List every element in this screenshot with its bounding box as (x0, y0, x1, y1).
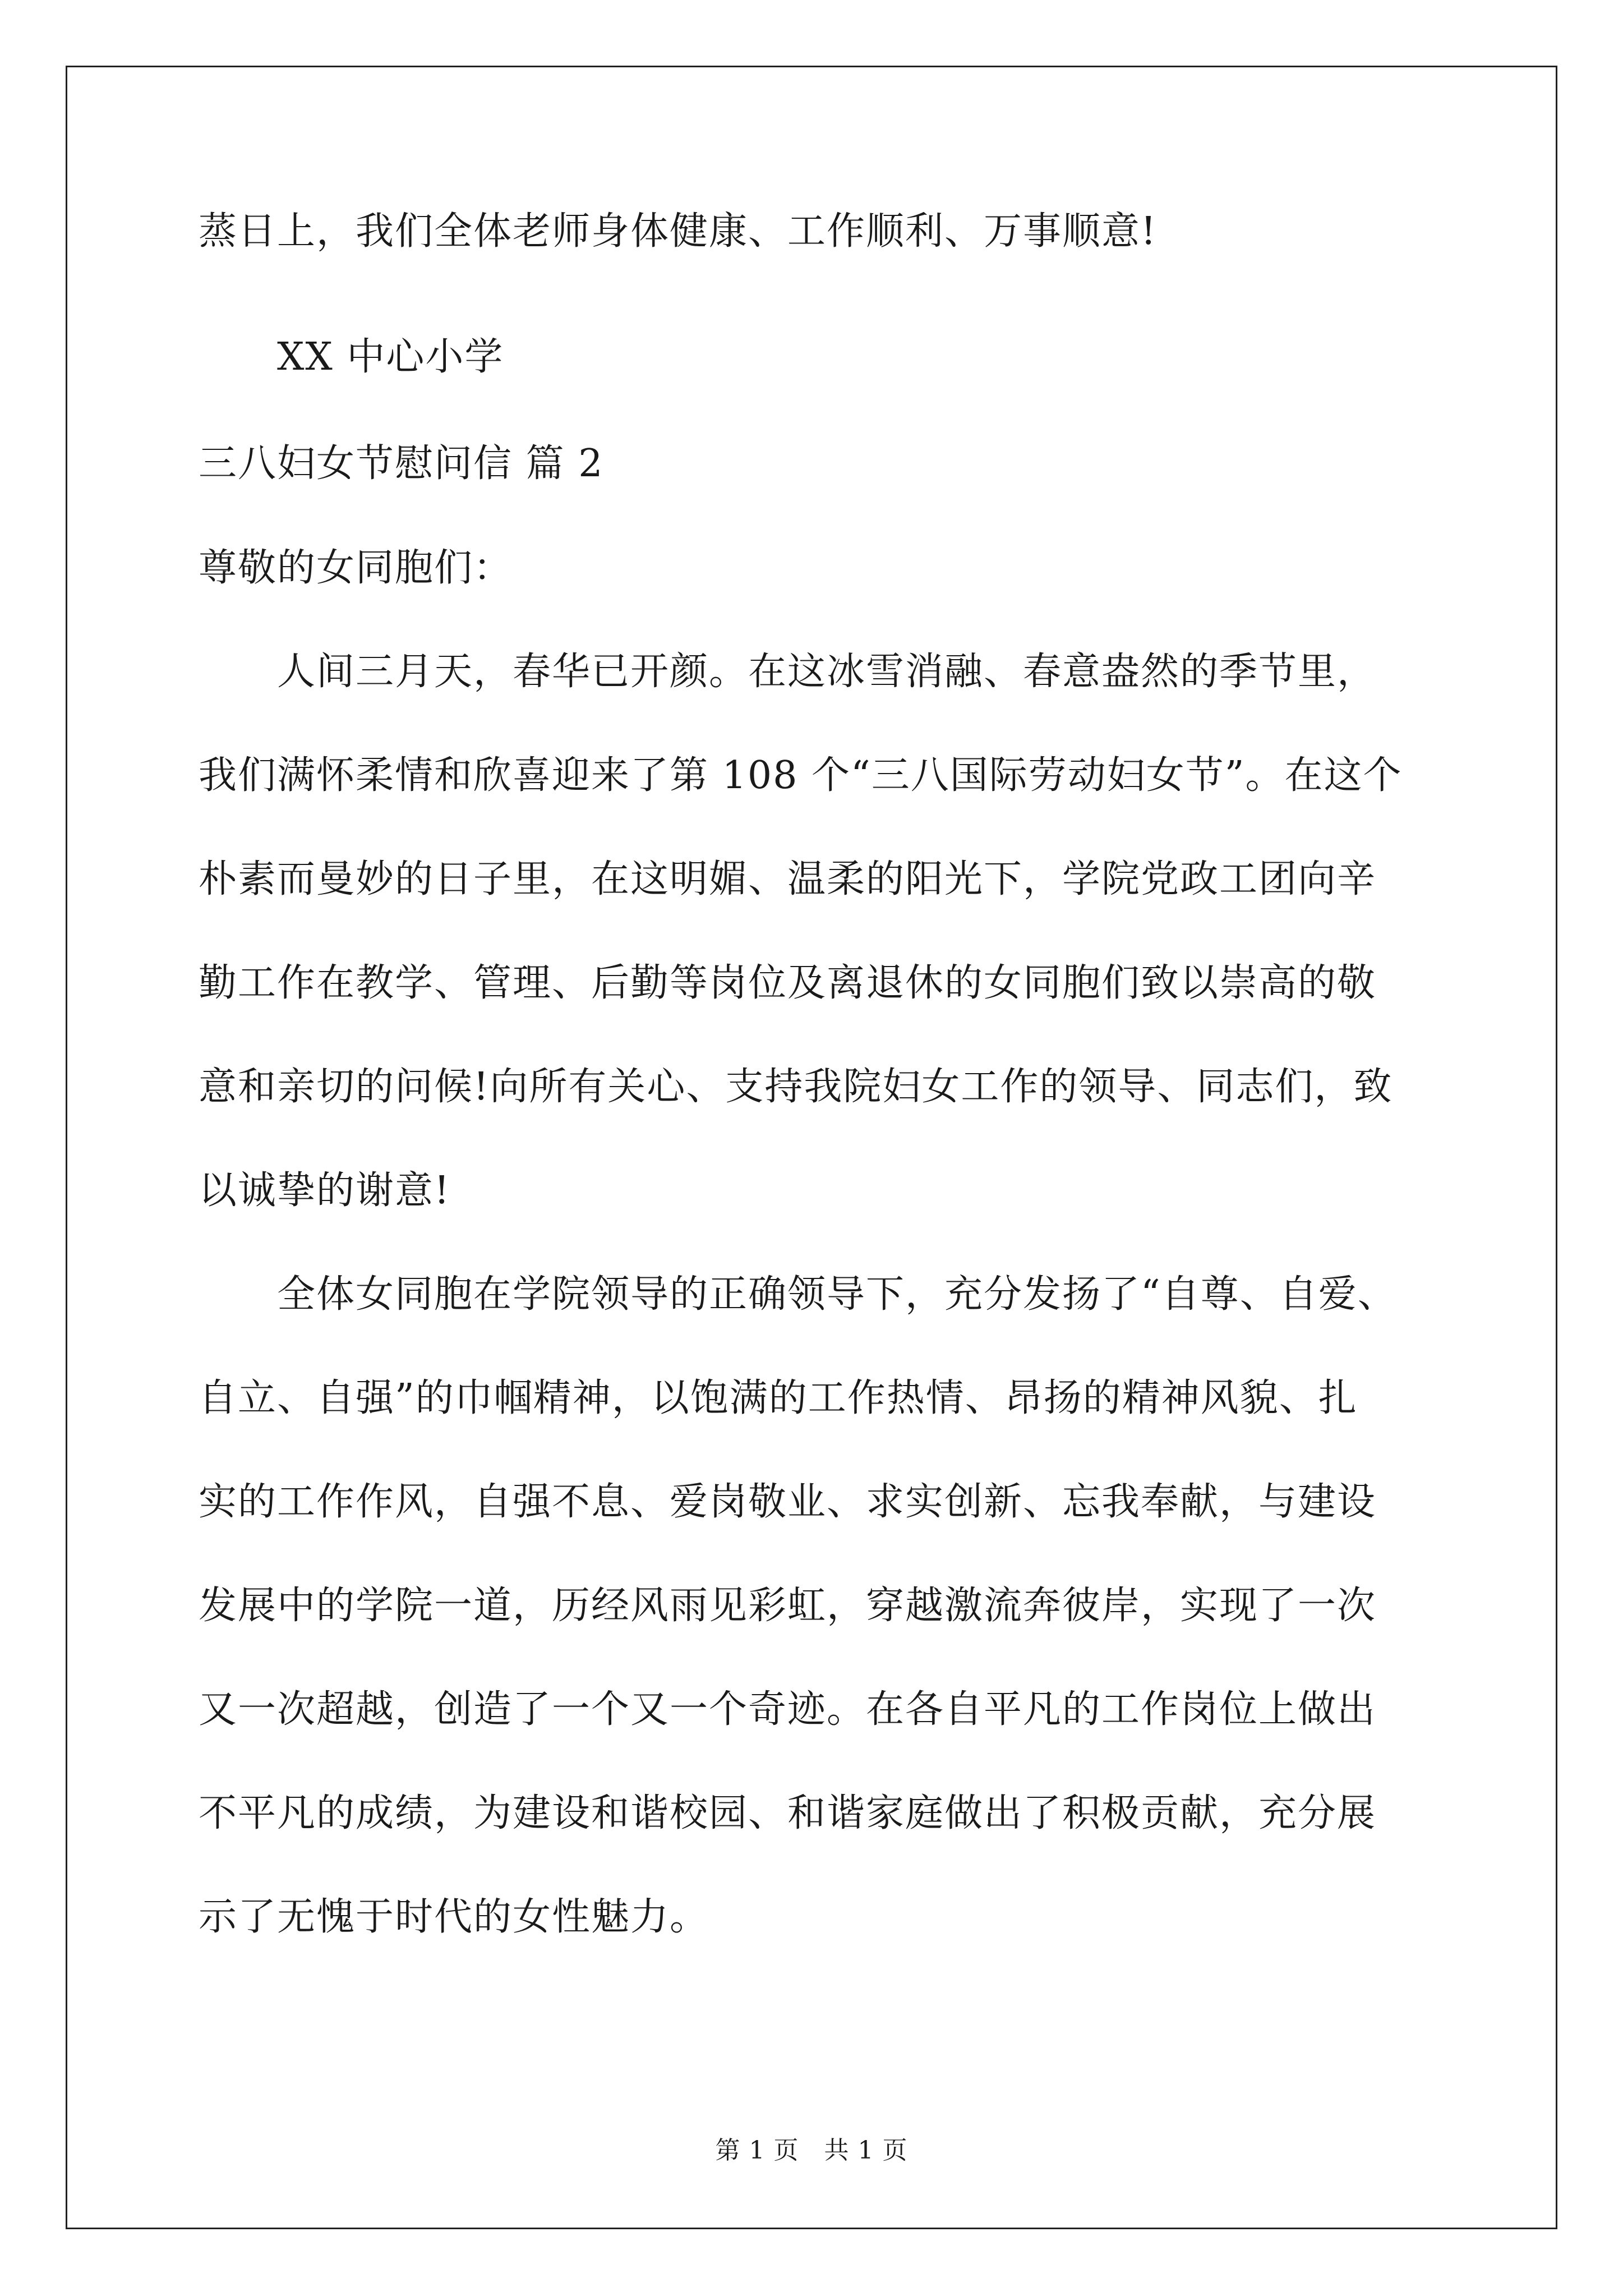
paragraph-1-line-6: 以诚挚的谢意! (199, 1168, 451, 1213)
paragraph-1-line-4: 勤工作在教学、管理、后勤等岗位及离退休的女同胞们致以崇高的敬 (199, 961, 1377, 1005)
paragraph-1-line-1: 人间三月天，春华已开颜。在这冰雪消融、春意盎然的季节里， (277, 650, 1377, 694)
paragraph-2-line-6: 不平凡的成绩，为建设和谐校园、和谐家庭做出了积极贡献，充分展 (199, 1791, 1377, 1835)
paragraph-2-line-7: 示了无愧于时代的女性魅力。 (199, 1895, 709, 1939)
page-number-footer: 第 1 页 共 1 页 (715, 2136, 908, 2165)
section-title: 三八妇女节慰问信 篇 2 (199, 441, 604, 486)
salutation: 尊敬的女同胞们： (199, 546, 513, 590)
paragraph-2-line-5: 又一次超越，创造了一个又一个奇迹。在各自平凡的工作岗位上做出 (199, 1687, 1377, 1732)
text-line-continuation: 蒸日上，我们全体老师身体健康、工作顺利、万事顺意! (199, 209, 1158, 254)
paragraph-2-line-1: 全体女同胞在学院领导的正确领导下，充分发扬了“自尊、自爱、 (277, 1272, 1397, 1317)
paragraph-1-line-2: 我们满怀柔情和欣喜迎来了第 108 个“三八国际劳动妇女节”。在这个 (199, 753, 1403, 798)
signature-school: XX 中心小学 (277, 335, 504, 379)
paragraph-2-line-4: 发展中的学院一道，历经风雨见彩虹，穿越激流奔彼岸，实现了一次 (199, 1584, 1377, 1628)
paragraph-1-line-5: 意和亲切的问候!向所有关心、支持我院妇女工作的领导、同志们，致 (199, 1065, 1393, 1109)
paragraph-2-line-3: 实的工作作风，自强不息、爱岗敬业、求实创新、忘我奉献，与建设 (199, 1480, 1377, 1524)
paragraph-1-line-3: 朴素而曼妙的日子里，在这明媚、温柔的阳光下，学院党政工团向辛 (199, 857, 1377, 901)
paragraph-2-line-2: 自立、自强”的巾帼精神，以饱满的工作热情、昂扬的精神风貌、扎 (199, 1376, 1358, 1420)
